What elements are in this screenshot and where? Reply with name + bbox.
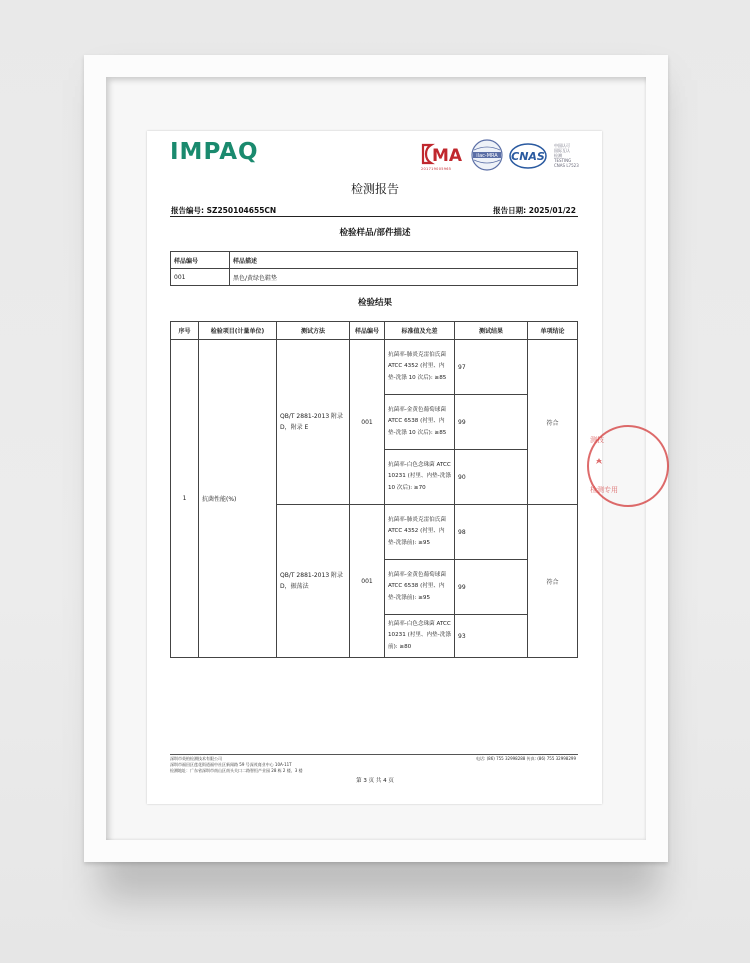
results-table [170,321,578,658]
report-title: 检测报告 [350,182,399,196]
report-date: 报告日期: 2025/01/22 [493,206,576,215]
column-header: 单项结论 [528,322,578,340]
footer-phone: 电话: (86) 755 32998288 传真: (86) 755 32998299 [475,756,576,761]
test-result: 90 [455,450,528,505]
test-result: 98 [455,505,528,560]
svg-text:CNAS: CNAS [511,150,545,163]
item-number: 1 [171,340,199,658]
standard-value: 抗菌率-白色念珠菌 ATCC 10231 (衬里、内垫-洗涤前): ≥80 [385,615,455,658]
test-result: 99 [455,560,528,615]
footer-company-info: 深圳市英柏检测技术有限公司 深圳市福田区莲花街道福中社区新闻路 59 号深茂商业中心 10A-11T 检测地址：广东省深圳市南山区南头关口二路智恒产业园 28 栋 2 楼、3 楼 [170,756,303,773]
sample-number: 001 [350,340,385,505]
standard-value: 抗菌率-肺炎克雷伯氏菌 ATCC 4352 (衬里、内垫-洗涤前): ≥95 [385,505,455,560]
cnas-logo [508,141,548,171]
footer-rule [170,754,578,755]
table-row [171,269,578,286]
standard-value: 抗菌率-金黄色葡萄球菌 ATCC 6538 (衬里、内垫-洗涤前): ≥95 [385,560,455,615]
test-result: 99 [455,395,528,450]
standard-value: 抗菌率-肺炎克雷伯氏菌 ATCC 4352 (衬里、内垫-洗涤 10 次后): ≥85 [385,340,455,395]
report-number: 报告编号: SZ250104655CN [171,206,277,215]
seal-stamp [582,420,618,512]
ilac-mra-logo [470,138,504,172]
column-header: 标准值及允差 [385,322,455,340]
svg-text:测技: 测技 [590,436,604,444]
column-header: 测试方法 [277,322,350,340]
results-section-title: 检验结果 [357,298,392,308]
standard-value: 抗菌率-金黄色葡萄球菌 ATCC 6538 (衬里、内垫-洗涤 10 次后): ≥85 [385,395,455,450]
cnas-text: 中国认可 国际互认 检测 TESTING CNAS L7523 [554,143,579,168]
svg-text:检测专用: 检测专用 [590,486,618,494]
test-result: 93 [455,615,528,658]
column-header: 样品编号 [350,322,385,340]
column-header: 序号 [171,322,199,340]
svg-text:MA: MA [432,146,463,166]
sample-number: 001 [350,505,385,658]
impaq-logo: IMPAQ [170,139,259,165]
column-header: 样品描述 [230,252,578,269]
svg-text:ilac-MRA: ilac-MRA [476,153,498,159]
standard-value: 抗菌率-白色念珠菌 ATCC 10231 (衬里、内垫-洗涤 10 次后): ≥70 [385,450,455,505]
column-header: 样品编号 [171,252,230,269]
cma-code: 201719005965 [421,167,452,171]
test-method: QB/T 2881-2013 附录 D，附录 E [277,340,350,505]
sample-table [170,251,578,286]
conclusion: 符合 [528,505,578,658]
page-number: 第 3 页 共 4 页 [356,778,394,784]
table-row [171,340,578,395]
test-item: 抗菌性能(%) [199,340,277,658]
column-header: 检验项目(计量单位) [199,322,277,340]
table-header-row [171,252,578,269]
test-method: QB/T 2881-2013 附录 D，振荡法 [277,505,350,658]
cma-logo [420,141,466,167]
header-rule [170,216,578,217]
table-cell: 001 [171,269,230,286]
sample-section-title: 检验样品/部件描述 [339,228,411,238]
column-header: 测试结果 [455,322,528,340]
conclusion: 符合 [528,340,578,505]
test-result: 97 [455,340,528,395]
table-header-row [171,322,578,340]
table-cell: 黑色/黄绿色鞋垫 [230,269,578,286]
